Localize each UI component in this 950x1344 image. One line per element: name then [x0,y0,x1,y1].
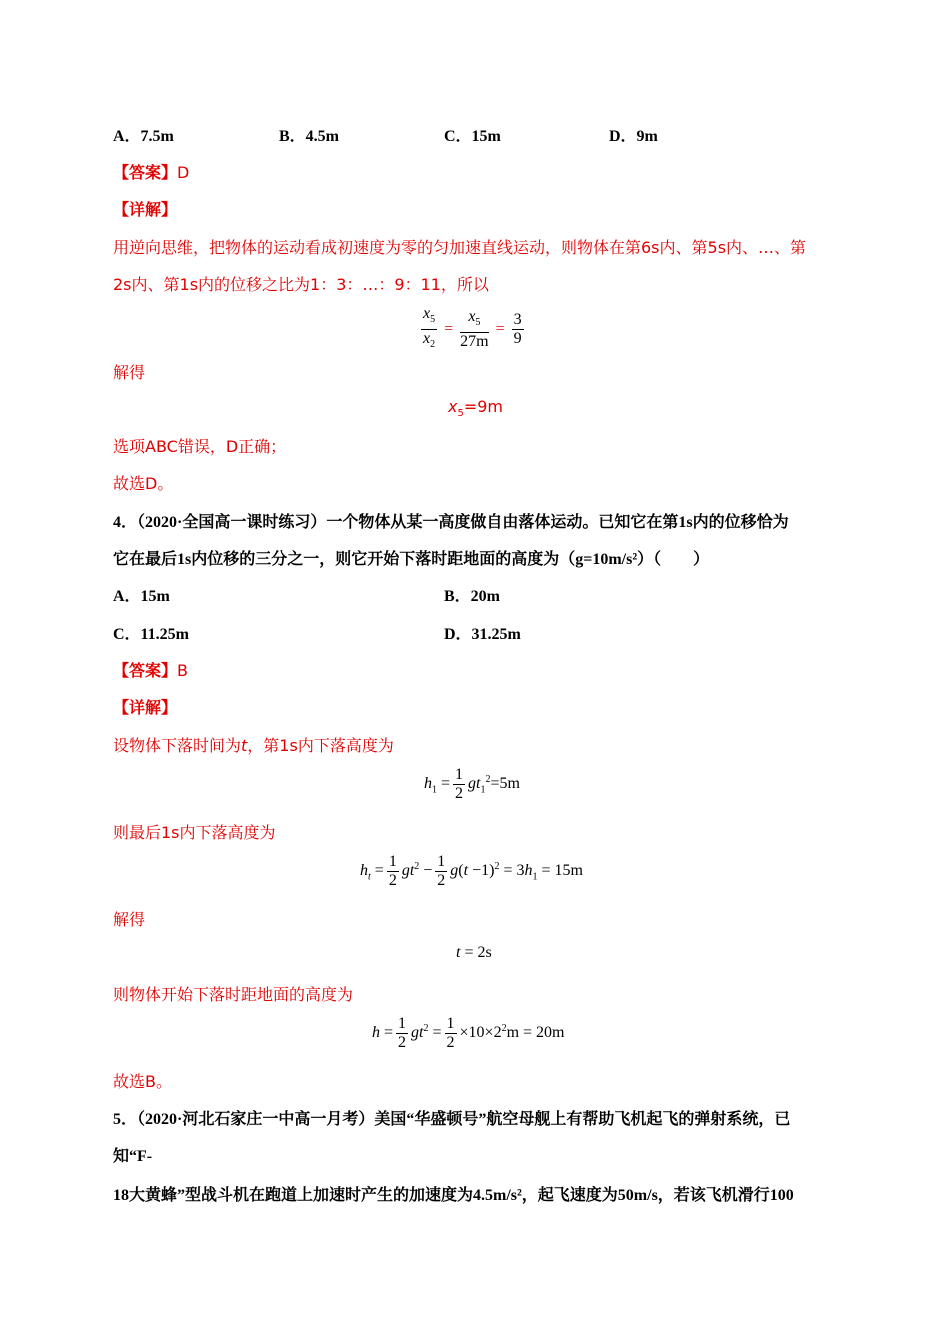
q5-stem-3: 18大黄蜂”型战斗机在跑道上加速时产生的加速度为4.5m/s²，起飞速度为50m/s，若该飞机滑行100 [113,1187,794,1204]
answer-label: 【答案】 [113,165,178,182]
option-b: B．4.5m [279,128,340,145]
result-x5: $x_5=9m$ [448,397,504,420]
q4-detail-line-2: 则最后1s内下落高度为 [113,823,276,842]
q4-option-b: B．20m [444,588,501,605]
q5-stem-1: 5．（2020·河北石家庄一中高一月考）美国“华盛顿号”航空母舰上有帮助飞机起飞的弹射系统，已 [113,1111,791,1128]
q4-solve-label: 解得 [113,910,146,929]
equation-t: t = 2s [456,944,492,961]
detail-label: 【详解】 [113,202,178,219]
answer-value: D [177,163,190,182]
q4-stem-1: 4．（2020·全国高一课时练习）一个物体从某一高度做自由落体运动。已知它在第1s内的位移恰为 [113,514,789,531]
equation-h: h = $\frac{1}{2}$ $gt^2$ = $\frac{1}{2}$ $\times 10\times 2^2m = 20m$ [372,1015,565,1051]
q4-conclusion: 故选B。 [113,1072,172,1091]
option-a: A．7.5m [113,128,174,145]
detail-line-2: 2s内、第1s内的位移之比为1：3：…：9：11，所以 [113,275,489,294]
answer-line [113,160,189,183]
q4-answer-line: 【答案】B [113,661,188,680]
q5-stem-2: 知“F- [113,1148,153,1165]
detail-line-1: 用逆向思维，把物体的运动看成初速度为零的匀加速直线运动，则物体在第6s内、第5s内、…、第 [113,238,807,257]
conclusion-1: 选项ABC错误，D正确； [113,437,287,456]
conclusion-2: 故选D。 [113,474,174,493]
option-d: D．9m [609,128,658,145]
solve-label: 解得 [113,363,146,382]
q4-option-c: C．11.25m [113,626,190,643]
q4-detail-line-1: 设物体下落时间为t，第1s内下落高度为 [113,736,394,755]
q4-detail-line-3: 则物体开始下落时距地面的高度为 [113,985,354,1004]
equation-h1: $h_1$ = $\frac{1}{2}$ $gt_1^2=5m$ [424,766,520,802]
q4-stem-2: 它在最后1s内位移的三分之一，则它开始下落时距地面的高度为（g=10m/s²）（ ） [113,551,710,568]
option-c: C．15m [444,128,501,145]
q4-detail-label: 【详解】 [113,700,178,717]
q4-option-d: D．31.25m [444,626,521,643]
q4-option-a: A．15m [113,588,170,605]
equation-ht: $h_t$ = $\frac{1}{2}$ $gt^2$ − $\frac{1}{2}$ $g(t -1)^2 = 3h_1 = 15m$ [360,853,583,889]
equation-ratio: $\frac{x_5}{x_2}$ = $\frac{x_5}{27m}$ = $\frac{3}{9}$ [423,305,522,351]
